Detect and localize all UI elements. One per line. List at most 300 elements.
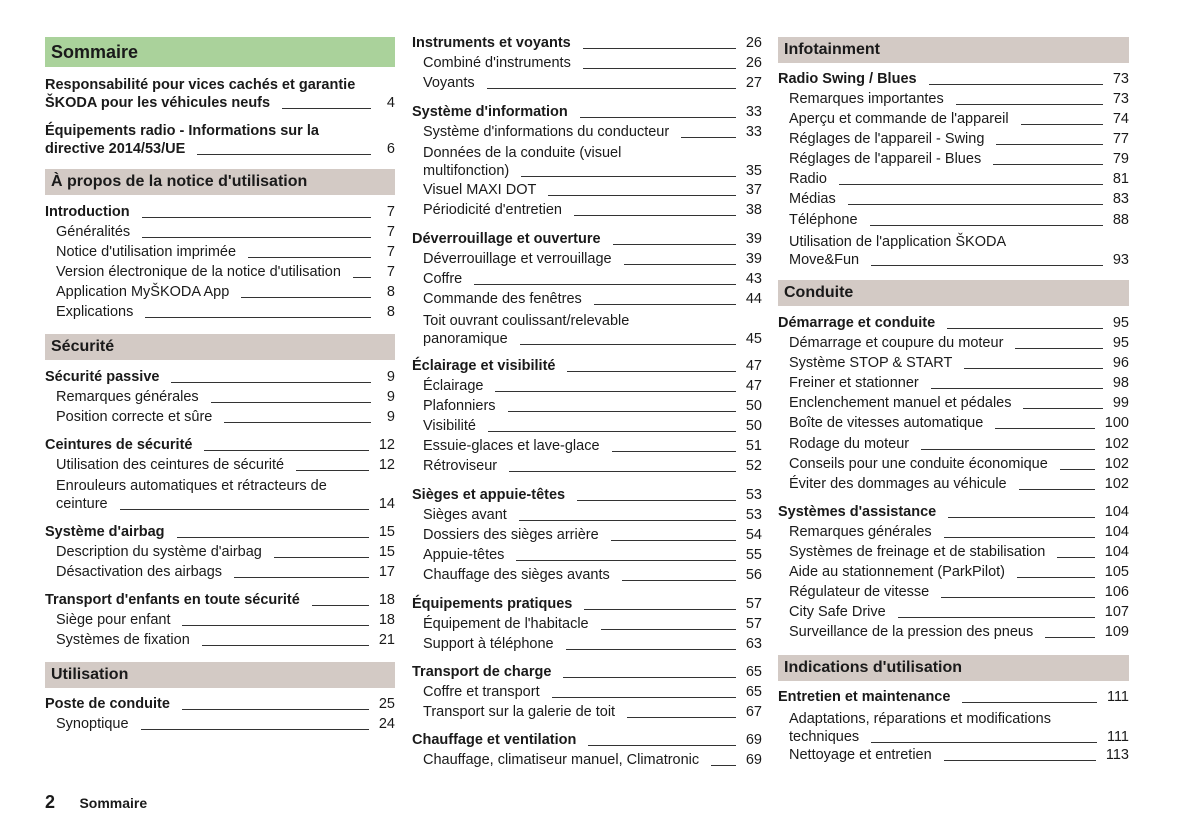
leader-line (944, 760, 1096, 761)
toc-entry-label: Réglages de l'appareil - Blues (789, 151, 982, 167)
toc-entry-label: Remarques générales (56, 389, 199, 405)
toc-entry-label: Transport d'enfants en toute sécurité (45, 592, 300, 608)
leader-line (1057, 557, 1094, 558)
toc-page-number: 69 (745, 732, 762, 748)
leader-line (1019, 489, 1095, 490)
toc-entry[interactable] (45, 715, 395, 735)
leader-line (1060, 469, 1095, 470)
toc-page-number: 7 (386, 244, 395, 260)
leader-line (947, 328, 1103, 329)
toc-entry-label: techniques (789, 729, 860, 745)
toc-entry[interactable] (778, 583, 1129, 603)
toc-entry-label: Équipements radio - Informations sur la (45, 123, 319, 139)
leader-line (948, 517, 1095, 518)
toc-page-number: 63 (745, 636, 762, 652)
leader-line (1015, 348, 1102, 349)
toc-entry[interactable] (412, 615, 762, 635)
toc-entry-label: Sièges avant (423, 507, 507, 523)
toc-entry-label: Généralités (56, 224, 131, 240)
toc-entry[interactable] (412, 437, 762, 457)
toc-entry[interactable] (778, 435, 1129, 455)
leader-line (509, 471, 736, 472)
toc-entry-label: Chauffage des sièges avants (423, 567, 610, 583)
toc-entry[interactable] (778, 455, 1129, 475)
toc-page-number: 100 (1104, 415, 1129, 431)
toc-entry-poste-conduite[interactable] (45, 695, 395, 715)
toc-entry-label: Visuel MAXI DOT (423, 182, 537, 198)
toc-page-number: 37 (745, 182, 762, 198)
toc-entry[interactable] (412, 123, 762, 143)
footer-label: Sommaire (79, 795, 148, 811)
leader-line (548, 195, 736, 196)
section-header-utilisation: Utilisation (45, 662, 395, 688)
toc-page-number: 7 (386, 224, 395, 240)
leader-line (521, 176, 736, 177)
toc-entry-label: Systèmes de fixation (56, 632, 190, 648)
toc-entry-label: Plafonniers (423, 398, 496, 414)
toc-entry-label: Données de la conduite (visuel (423, 145, 622, 161)
toc-entry[interactable] (412, 566, 762, 586)
toc-entry[interactable] (45, 408, 395, 428)
toc-entry-systeme-information[interactable] (412, 103, 762, 123)
toc-page-number: 50 (745, 398, 762, 414)
toc-entry[interactable] (778, 211, 1129, 231)
toc-entry-label: Système d'informations du conducteur (423, 124, 670, 140)
toc-entry-label: Systèmes d'assistance (778, 504, 937, 520)
leader-line (141, 729, 369, 730)
toc-entry[interactable] (778, 233, 1129, 271)
toc-page-number: 52 (745, 458, 762, 474)
leader-line (601, 629, 736, 630)
toc-page-number: 93 (1112, 252, 1129, 268)
leader-line (353, 277, 371, 278)
toc-page-number: 38 (745, 202, 762, 218)
toc-entry-label: Coffre (423, 271, 463, 287)
toc-entry[interactable] (412, 144, 762, 182)
toc-entry-label: Instruments et voyants (412, 35, 571, 51)
leader-line (488, 431, 736, 432)
toc-page-number: 39 (745, 231, 762, 247)
toc-entry-label: Position correcte et sûre (56, 409, 213, 425)
leader-line (929, 84, 1103, 85)
leader-line (234, 577, 369, 578)
leader-line (956, 104, 1103, 105)
toc-page-number: 57 (745, 616, 762, 632)
leader-line (520, 344, 736, 345)
toc-entry-label: Enrouleurs automatiques et rétracteurs de (56, 478, 327, 494)
toc-entry-label: Enclenchement manuel et pédales (789, 395, 1012, 411)
leader-line (567, 371, 735, 372)
toc-entry[interactable] (778, 543, 1129, 563)
toc-entry-label: Notice d'utilisation imprimée (56, 244, 237, 260)
leader-line (622, 580, 736, 581)
leader-line (583, 48, 736, 49)
leader-line (202, 645, 369, 646)
toc-entry[interactable] (778, 334, 1129, 354)
leader-line (516, 560, 735, 561)
toc-entry-label: Système d'airbag (45, 524, 165, 540)
leader-line (120, 509, 369, 510)
toc-entry-transport-charge[interactable] (412, 663, 762, 683)
leader-line (962, 702, 1097, 703)
leader-line (177, 537, 369, 538)
toc-page-number: 9 (386, 409, 395, 425)
toc-entry[interactable] (778, 394, 1129, 414)
toc-page-number: 33 (745, 124, 762, 140)
toc-entry-label: Transport de charge (412, 664, 552, 680)
leader-line (1023, 408, 1102, 409)
leader-line (296, 470, 369, 471)
toc-entry-sieges[interactable] (412, 486, 762, 506)
leader-line (944, 537, 1095, 538)
leader-line (182, 709, 369, 710)
toc-entry[interactable] (45, 543, 395, 563)
toc-entry-label: Appuie-têtes (423, 547, 505, 563)
toc-entry-label: Adaptations, réparations et modifications (789, 711, 1051, 727)
toc-entry-label: Démarrage et conduite (778, 315, 936, 331)
toc-page-number: 56 (745, 567, 762, 583)
leader-line (871, 265, 1103, 266)
toc-entry[interactable] (412, 457, 762, 477)
toc-entry[interactable] (412, 635, 762, 655)
leader-line (613, 244, 736, 245)
toc-page-number: 99 (1112, 395, 1129, 411)
toc-entry-label: Combiné d'instruments (423, 55, 571, 71)
toc-entry[interactable] (412, 397, 762, 417)
toc-entry[interactable] (45, 563, 395, 583)
toc-entry[interactable] (45, 631, 395, 651)
toc-entry[interactable] (45, 477, 395, 515)
toc-page-number: 18 (378, 612, 395, 628)
toc-page-number: 15 (378, 544, 395, 560)
toc-page-number: 111 (1106, 689, 1129, 705)
leader-line (848, 204, 1103, 205)
leader-line (1017, 577, 1095, 578)
toc-entry-label: Réglages de l'appareil - Swing (789, 131, 985, 147)
toc-entry-label: Aperçu et commande de l'appareil (789, 111, 1009, 127)
section-header-indications: Indications d'utilisation (778, 655, 1129, 681)
toc-page-number: 77 (1112, 131, 1129, 147)
leader-line (171, 382, 371, 383)
leader-line (711, 765, 736, 766)
page-footer (45, 792, 147, 813)
toc-entry-label: Équipement de l'habitacle (423, 616, 589, 632)
toc-entry-equipements-pratiques[interactable] (412, 595, 762, 615)
toc-page-number: 105 (1104, 564, 1129, 580)
toc-page-number: 73 (1112, 91, 1129, 107)
leader-line (312, 605, 369, 606)
toc-page-number: 9 (386, 389, 395, 405)
toc-entry-label: Explications (56, 304, 134, 320)
toc-entry-label: Systèmes de freinage et de stabilisation (789, 544, 1046, 560)
toc-entry-label: Désactivation des airbags (56, 564, 223, 580)
toc-page-number: 24 (378, 716, 395, 732)
toc-entry-label: ŠKODA pour les véhicules neufs (45, 95, 271, 111)
toc-entry-airbag[interactable] (45, 523, 395, 543)
toc-entry[interactable] (778, 746, 1129, 766)
page-number: 2 (45, 792, 56, 812)
section-header-securite: Sécurité (45, 334, 395, 360)
leader-line (495, 391, 735, 392)
toc-entry-label: Utilisation des ceintures de sécurité (56, 457, 285, 473)
section-header-infotainment: Infotainment (778, 37, 1129, 63)
toc-entry-label: Chauffage, climatiseur manuel, Climatronic (423, 752, 700, 768)
toc-entry[interactable] (45, 456, 395, 476)
toc-entry-label: Description du système d'airbag (56, 544, 262, 560)
toc-page-number: 45 (745, 331, 762, 347)
leader-line (870, 225, 1103, 226)
toc-entry[interactable] (778, 90, 1129, 110)
toc-entry-label: Ceintures de sécurité (45, 437, 193, 453)
toc-entry[interactable] (412, 250, 762, 270)
toc-entry-label: Coffre et transport (423, 684, 540, 700)
toc-page-number: 26 (745, 55, 762, 71)
toc-entry[interactable] (778, 354, 1129, 374)
toc-page-number: 74 (1112, 111, 1129, 127)
toc-entry-demarrage[interactable] (778, 314, 1129, 334)
leader-line (241, 297, 371, 298)
toc-page-number: 27 (745, 75, 762, 91)
toc-entry-label: Périodicité d'entretien (423, 202, 562, 218)
toc-entry-label: Siège pour enfant (56, 612, 171, 628)
toc-page-number: 55 (745, 547, 762, 563)
toc-entry[interactable] (45, 611, 395, 631)
toc-page-number: 104 (1104, 524, 1129, 540)
toc-entry-entretien[interactable] (778, 688, 1129, 708)
toc-page-number: 65 (745, 684, 762, 700)
leader-line (197, 154, 371, 155)
toc-entry[interactable] (778, 475, 1129, 495)
toc-entry-transport-enfants[interactable] (45, 591, 395, 611)
toc-entry-label: Synoptique (56, 716, 129, 732)
toc-page-number: 17 (378, 564, 395, 580)
toc-page-number: 35 (745, 163, 762, 179)
toc-entry-ceintures[interactable] (45, 436, 395, 456)
leader-line (588, 745, 736, 746)
toc-entry[interactable] (778, 710, 1129, 748)
toc-entry-label: Sécurité passive (45, 369, 160, 385)
toc-entry[interactable] (412, 703, 762, 723)
toc-entry[interactable] (412, 54, 762, 74)
toc-entry-deverrouillage[interactable] (412, 230, 762, 250)
toc-entry-label: Essuie-glaces et lave-glace (423, 438, 600, 454)
toc-entry[interactable] (412, 526, 762, 546)
toc-page-number: 88 (1112, 212, 1129, 228)
toc-entry-label: Poste de conduite (45, 696, 170, 712)
leader-line (274, 557, 369, 558)
leader-line (566, 649, 736, 650)
toc-entry[interactable] (412, 201, 762, 221)
leader-line (580, 117, 736, 118)
toc-entry[interactable] (412, 74, 762, 94)
toc-page-number: 106 (1104, 584, 1129, 600)
toc-entry[interactable] (778, 603, 1129, 623)
toc-entry-label: Version électronique de la notice d'utilisation (56, 264, 341, 280)
toc-entry-label: Introduction (45, 204, 130, 220)
toc-entry-label: Dossiers des sièges arrière (423, 527, 599, 543)
leader-line (584, 609, 736, 610)
toc-page-number: 9 (386, 369, 395, 385)
toc-entry-assistance[interactable] (778, 503, 1129, 523)
toc-entry[interactable] (778, 374, 1129, 394)
toc-entry[interactable] (778, 523, 1129, 543)
toc-entry-radio[interactable] (778, 70, 1129, 90)
toc-page-number: 51 (745, 438, 762, 454)
toc-entry[interactable] (778, 563, 1129, 583)
toc-entry[interactable] (778, 110, 1129, 130)
toc-page-number: 107 (1104, 604, 1129, 620)
toc-entry[interactable] (412, 683, 762, 703)
toc-entry[interactable] (412, 312, 762, 350)
leader-line (941, 597, 1095, 598)
toc-entry-label: Freiner et stationner (789, 375, 919, 391)
toc-page-number: 7 (386, 204, 395, 220)
toc-page-number: 47 (745, 378, 762, 394)
toc-page-number: 104 (1104, 544, 1129, 560)
toc-entry[interactable] (778, 130, 1129, 150)
toc-page-number: 44 (745, 291, 762, 307)
toc-entry-label: City Safe Drive (789, 604, 886, 620)
toc-page-number: 33 (745, 104, 762, 120)
toc-entry-label: Application MyŠKODA App (56, 284, 230, 300)
toc-page-number: 95 (1112, 315, 1129, 331)
toc-entry-label: Conseils pour une conduite économique (789, 456, 1048, 472)
toc-entry-label: Régulateur de vitesse (789, 584, 930, 600)
toc-page-number: 8 (386, 304, 395, 320)
toc-page-number: 14 (378, 496, 395, 512)
leader-line (204, 450, 368, 451)
toc-entry[interactable] (412, 506, 762, 526)
toc-entry-label: Radio Swing / Blues (778, 71, 917, 87)
toc-entry[interactable] (778, 150, 1129, 170)
toc-entry[interactable] (45, 303, 395, 323)
toc-entry-label: Transport sur la galerie de toit (423, 704, 616, 720)
leader-line (681, 137, 736, 138)
leader-line (594, 304, 736, 305)
toc-entry-securite-passive[interactable] (45, 368, 395, 388)
toc-entry-responsabilite[interactable] (45, 76, 395, 114)
toc-page-number: 95 (1112, 335, 1129, 351)
toc-entry-label: Utilisation de l'application ŠKODA (789, 234, 1007, 250)
toc-page-number: 47 (745, 358, 762, 374)
toc-entry[interactable] (778, 623, 1129, 643)
toc-entry[interactable] (412, 546, 762, 566)
toc-entry[interactable] (45, 283, 395, 303)
section-header-conduite: Conduite (778, 280, 1129, 306)
toc-entry-label: Nettoyage et entretien (789, 747, 932, 763)
toc-page-number: 113 (1105, 747, 1129, 763)
toc-entry-equipements-radio[interactable] (45, 122, 395, 160)
leader-line (248, 257, 371, 258)
toc-entry[interactable] (412, 377, 762, 397)
toc-page-number: 39 (745, 251, 762, 267)
toc-entry[interactable] (412, 751, 762, 771)
leader-line (921, 449, 1095, 450)
toc-entry-label: Système d'information (412, 104, 568, 120)
toc-entry-label: Déverrouillage et ouverture (412, 231, 601, 247)
toc-page-number: 96 (1112, 355, 1129, 371)
toc-page-number: 67 (745, 704, 762, 720)
toc-entry-eclairage[interactable] (412, 357, 762, 377)
toc-entry-instruments[interactable] (412, 34, 762, 54)
toc-entry-label: panoramique (423, 331, 508, 347)
toc-entry[interactable] (45, 263, 395, 283)
toc-entry-label: Chauffage et ventilation (412, 732, 577, 748)
leader-line (577, 500, 736, 501)
toc-page-number: 65 (745, 664, 762, 680)
leader-line (211, 402, 371, 403)
toc-entry[interactable] (778, 414, 1129, 434)
toc-entry-introduction[interactable] (45, 203, 395, 223)
toc-page-number: 53 (745, 507, 762, 523)
toc-entry-label: Surveillance de la pression des pneus (789, 624, 1034, 640)
toc-page-number: 81 (1112, 171, 1129, 187)
toc-entry[interactable] (778, 170, 1129, 190)
toc-entry-label: Déverrouillage et verrouillage (423, 251, 612, 267)
leader-line (145, 317, 371, 318)
toc-entry-label: Rétroviseur (423, 458, 498, 474)
toc-page-number: 12 (378, 457, 395, 473)
toc-page-number: 26 (745, 35, 762, 51)
toc-entry-label: ceinture (56, 496, 108, 512)
leader-line (583, 68, 736, 69)
leader-line (627, 717, 736, 718)
leader-line (474, 284, 736, 285)
toc-entry[interactable] (412, 181, 762, 201)
leader-line (624, 264, 736, 265)
toc-page-number: 18 (378, 592, 395, 608)
toc-entry[interactable] (45, 223, 395, 243)
toc-page-number: 98 (1112, 375, 1129, 391)
toc-page-number: 6 (386, 141, 395, 157)
toc-entry-label: Aide au stationnement (ParkPilot) (789, 564, 1005, 580)
toc-page-number: 104 (1104, 504, 1129, 520)
leader-line (142, 237, 371, 238)
toc-entry-label: Toit ouvrant coulissant/relevable (423, 313, 630, 329)
toc-page-number: 50 (745, 418, 762, 434)
leader-line (931, 388, 1103, 389)
toc-page-number: 83 (1112, 191, 1129, 207)
toc-entry[interactable] (778, 190, 1129, 210)
section-header-sommaire: Sommaire (45, 37, 395, 67)
toc-page-number: 69 (745, 752, 762, 768)
toc-entry[interactable] (412, 417, 762, 437)
toc-page-number: 79 (1112, 151, 1129, 167)
leader-line (1021, 124, 1103, 125)
leader-line (487, 88, 736, 89)
toc-entry[interactable] (412, 290, 762, 310)
leader-line (612, 451, 736, 452)
toc-entry-label: Rodage du moteur (789, 436, 910, 452)
toc-entry-chauffage[interactable] (412, 731, 762, 751)
toc-page-number: 12 (378, 437, 395, 453)
leader-line (996, 144, 1102, 145)
toc-entry[interactable] (45, 243, 395, 263)
toc-entry-label: Visibilité (423, 418, 476, 434)
leader-line (282, 108, 371, 109)
toc-page-number: 57 (745, 596, 762, 612)
toc-page-number: 25 (378, 696, 395, 712)
leader-line (224, 422, 371, 423)
toc-entry[interactable] (412, 270, 762, 290)
toc-page-number: 43 (745, 271, 762, 287)
leader-line (519, 520, 736, 521)
toc-entry[interactable] (45, 388, 395, 408)
toc-page-number: 8 (386, 284, 395, 300)
toc-page-number: 102 (1104, 476, 1129, 492)
toc-entry-label: Éclairage et visibilité (412, 358, 556, 374)
leader-line (995, 428, 1095, 429)
